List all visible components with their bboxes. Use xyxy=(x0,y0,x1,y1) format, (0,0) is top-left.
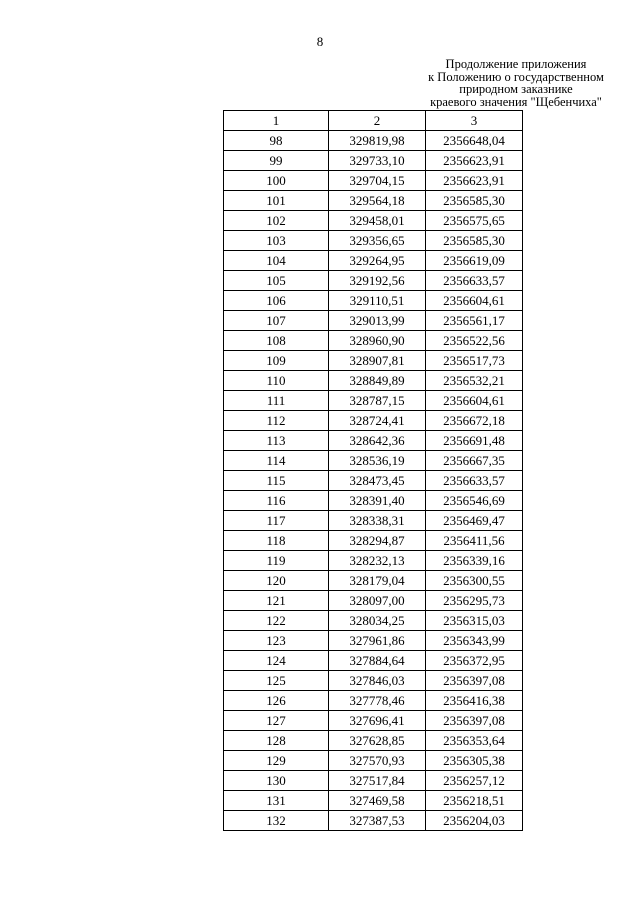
point-number-cell: 100 xyxy=(224,171,329,191)
x-coordinate-cell: 329013,99 xyxy=(329,311,426,331)
point-number-cell: 114 xyxy=(224,451,329,471)
point-number-cell: 130 xyxy=(224,771,329,791)
table-row xyxy=(224,531,523,551)
point-number-cell: 129 xyxy=(224,751,329,771)
point-number-cell: 99 xyxy=(224,151,329,171)
table-row xyxy=(224,631,523,651)
column-header-2: 2 xyxy=(329,111,426,131)
point-number-cell: 103 xyxy=(224,231,329,251)
table-row xyxy=(224,571,523,591)
x-coordinate-cell: 328097,00 xyxy=(329,591,426,611)
column-header-3: 3 xyxy=(426,111,523,131)
x-coordinate-cell: 328536,19 xyxy=(329,451,426,471)
point-number-cell: 113 xyxy=(224,431,329,451)
table-row xyxy=(224,731,523,751)
y-coordinate-cell: 2356295,73 xyxy=(426,591,523,611)
table-row xyxy=(224,391,523,411)
column-header-1: 1 xyxy=(224,111,329,131)
point-number-cell: 117 xyxy=(224,511,329,531)
x-coordinate-cell: 327884,64 xyxy=(329,651,426,671)
table-row xyxy=(224,491,523,511)
point-number-cell: 132 xyxy=(224,811,329,831)
x-coordinate-cell: 329564,18 xyxy=(329,191,426,211)
table-header-row xyxy=(224,111,523,131)
x-coordinate-cell: 328232,13 xyxy=(329,551,426,571)
table-row xyxy=(224,331,523,351)
point-number-cell: 124 xyxy=(224,651,329,671)
x-coordinate-cell: 327570,93 xyxy=(329,751,426,771)
x-coordinate-cell: 329110,51 xyxy=(329,291,426,311)
x-coordinate-cell: 328473,45 xyxy=(329,471,426,491)
x-coordinate-cell: 329733,10 xyxy=(329,151,426,171)
table-row xyxy=(224,211,523,231)
y-coordinate-cell: 2356604,61 xyxy=(426,391,523,411)
table-row xyxy=(224,771,523,791)
point-number-cell: 98 xyxy=(224,131,329,151)
x-coordinate-cell: 328907,81 xyxy=(329,351,426,371)
header-line: природном заказнике xyxy=(459,82,573,96)
y-coordinate-cell: 2356633,57 xyxy=(426,471,523,491)
x-coordinate-cell: 328179,04 xyxy=(329,571,426,591)
point-number-cell: 106 xyxy=(224,291,329,311)
table-row xyxy=(224,431,523,451)
y-coordinate-cell: 2356315,03 xyxy=(426,611,523,631)
x-coordinate-cell: 327696,41 xyxy=(329,711,426,731)
x-coordinate-cell: 327517,84 xyxy=(329,771,426,791)
x-coordinate-cell: 328724,41 xyxy=(329,411,426,431)
table-row xyxy=(224,511,523,531)
x-coordinate-cell: 327469,58 xyxy=(329,791,426,811)
y-coordinate-cell: 2356633,57 xyxy=(426,271,523,291)
table-row xyxy=(224,651,523,671)
point-number-cell: 105 xyxy=(224,271,329,291)
table-row xyxy=(224,371,523,391)
header-line: к Положению о государственном xyxy=(428,69,604,84)
x-coordinate-cell: 328849,89 xyxy=(329,371,426,391)
y-coordinate-cell: 2356339,16 xyxy=(426,551,523,571)
y-coordinate-cell: 2356411,56 xyxy=(426,531,523,551)
table-row xyxy=(224,291,523,311)
point-number-cell: 107 xyxy=(224,311,329,331)
point-number-cell: 126 xyxy=(224,691,329,711)
y-coordinate-cell: 2356623,91 xyxy=(426,171,523,191)
table-row xyxy=(224,671,523,691)
y-coordinate-cell: 2356522,56 xyxy=(426,331,523,351)
y-coordinate-cell: 2356585,30 xyxy=(426,231,523,251)
header-line: Продолжение приложения xyxy=(445,57,587,71)
y-coordinate-cell: 2356517,73 xyxy=(426,351,523,371)
y-coordinate-cell: 2356397,08 xyxy=(426,671,523,691)
point-number-cell: 131 xyxy=(224,791,329,811)
y-coordinate-cell: 2356532,21 xyxy=(426,371,523,391)
y-coordinate-cell: 2356546,69 xyxy=(426,491,523,511)
table-row xyxy=(224,811,523,831)
point-number-cell: 122 xyxy=(224,611,329,631)
x-coordinate-cell: 329356,65 xyxy=(329,231,426,251)
table-row xyxy=(224,711,523,731)
y-coordinate-cell: 2356469,47 xyxy=(426,511,523,531)
x-coordinate-cell: 328787,15 xyxy=(329,391,426,411)
point-number-cell: 123 xyxy=(224,631,329,651)
point-number-cell: 125 xyxy=(224,671,329,691)
table-row xyxy=(224,171,523,191)
point-number-cell: 119 xyxy=(224,551,329,571)
point-number-cell: 120 xyxy=(224,571,329,591)
table-row xyxy=(224,751,523,771)
table-row xyxy=(224,351,523,371)
y-coordinate-cell: 2356416,38 xyxy=(426,691,523,711)
table-row xyxy=(224,311,523,331)
x-coordinate-cell: 328391,40 xyxy=(329,491,426,511)
x-coordinate-cell: 328294,87 xyxy=(329,531,426,551)
x-coordinate-cell: 327778,46 xyxy=(329,691,426,711)
y-coordinate-cell: 2356353,64 xyxy=(426,731,523,751)
coordinates-table xyxy=(223,110,523,831)
y-coordinate-cell: 2356397,08 xyxy=(426,711,523,731)
x-coordinate-cell: 327387,53 xyxy=(329,811,426,831)
table-row xyxy=(224,151,523,171)
y-coordinate-cell: 2356619,09 xyxy=(426,251,523,271)
table-row xyxy=(224,231,523,251)
y-coordinate-cell: 2356667,35 xyxy=(426,451,523,471)
y-coordinate-cell: 2356257,12 xyxy=(426,771,523,791)
table-row xyxy=(224,551,523,571)
table-row xyxy=(224,411,523,431)
table-row xyxy=(224,131,523,151)
x-coordinate-cell: 328960,90 xyxy=(329,331,426,351)
y-coordinate-cell: 2356305,38 xyxy=(426,751,523,771)
y-coordinate-cell: 2356561,17 xyxy=(426,311,523,331)
point-number-cell: 108 xyxy=(224,331,329,351)
table-row xyxy=(224,791,523,811)
y-coordinate-cell: 2356585,30 xyxy=(426,191,523,211)
table-row xyxy=(224,691,523,711)
x-coordinate-cell: 328642,36 xyxy=(329,431,426,451)
table-row xyxy=(224,251,523,271)
x-coordinate-cell: 329704,15 xyxy=(329,171,426,191)
x-coordinate-cell: 328338,31 xyxy=(329,511,426,531)
header-line: краевого значения "Щебенчиха" xyxy=(430,94,602,109)
point-number-cell: 111 xyxy=(224,391,329,411)
y-coordinate-cell: 2356648,04 xyxy=(426,131,523,151)
appendix-header xyxy=(404,58,628,108)
table-row xyxy=(224,591,523,611)
y-coordinate-cell: 2356372,95 xyxy=(426,651,523,671)
x-coordinate-cell: 329192,56 xyxy=(329,271,426,291)
y-coordinate-cell: 2356691,48 xyxy=(426,431,523,451)
table-row xyxy=(224,191,523,211)
y-coordinate-cell: 2356218,51 xyxy=(426,791,523,811)
point-number-cell: 118 xyxy=(224,531,329,551)
page-number: 8 xyxy=(316,34,324,49)
point-number-cell: 116 xyxy=(224,491,329,511)
x-coordinate-cell: 329819,98 xyxy=(329,131,426,151)
table-row xyxy=(224,451,523,471)
point-number-cell: 112 xyxy=(224,411,329,431)
y-coordinate-cell: 2356575,65 xyxy=(426,211,523,231)
y-coordinate-cell: 2356604,61 xyxy=(426,291,523,311)
point-number-cell: 101 xyxy=(224,191,329,211)
point-number-cell: 110 xyxy=(224,371,329,391)
point-number-cell: 102 xyxy=(224,211,329,231)
y-coordinate-cell: 2356204,03 xyxy=(426,811,523,831)
x-coordinate-cell: 329264,95 xyxy=(329,251,426,271)
point-number-cell: 127 xyxy=(224,711,329,731)
y-coordinate-cell: 2356343,99 xyxy=(426,631,523,651)
point-number-cell: 109 xyxy=(224,351,329,371)
table-row xyxy=(224,471,523,491)
y-coordinate-cell: 2356300,55 xyxy=(426,571,523,591)
point-number-cell: 115 xyxy=(224,471,329,491)
point-number-cell: 128 xyxy=(224,731,329,751)
x-coordinate-cell: 329458,01 xyxy=(329,211,426,231)
x-coordinate-cell: 327628,85 xyxy=(329,731,426,751)
x-coordinate-cell: 327846,03 xyxy=(329,671,426,691)
table-row xyxy=(224,271,523,291)
y-coordinate-cell: 2356672,18 xyxy=(426,411,523,431)
x-coordinate-cell: 327961,86 xyxy=(329,631,426,651)
y-coordinate-cell: 2356623,91 xyxy=(426,151,523,171)
table-row xyxy=(224,611,523,631)
point-number-cell: 104 xyxy=(224,251,329,271)
point-number-cell: 121 xyxy=(224,591,329,611)
x-coordinate-cell: 328034,25 xyxy=(329,611,426,631)
table-body xyxy=(224,131,523,831)
